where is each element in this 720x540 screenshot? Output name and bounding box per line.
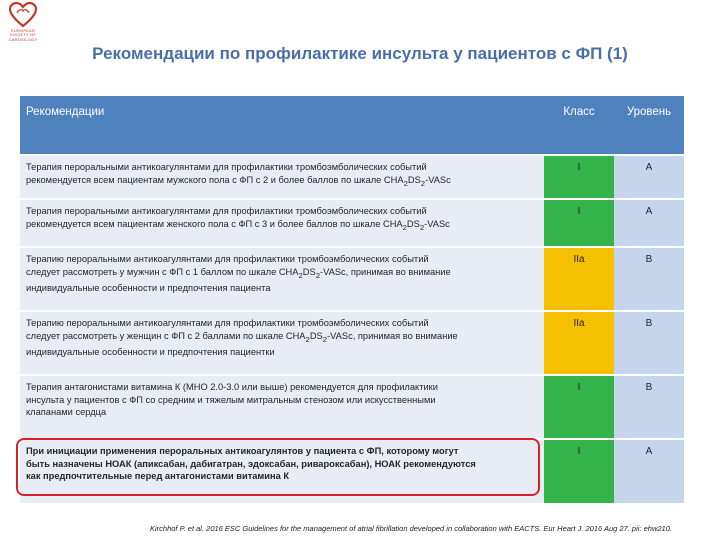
text-fragment: быть назначены НОАК (апиксабан, дабигатран, эдоксабан, ривароксабан), НОАК рекомендуются bbox=[26, 458, 476, 469]
level-cell: B bbox=[614, 375, 684, 439]
text-fragment: DS bbox=[406, 218, 420, 229]
logo-line: SOCIETY OF bbox=[9, 32, 37, 38]
header-level: Уровень bbox=[614, 96, 684, 155]
text-fragment: -VASc bbox=[424, 218, 450, 229]
recommendation-text bbox=[20, 375, 544, 439]
text-line bbox=[26, 458, 538, 471]
text-line bbox=[26, 266, 538, 282]
text-fragment: -VASc, принимая во внимание bbox=[327, 330, 458, 341]
level-cell: A bbox=[614, 155, 684, 199]
subscript: 2 bbox=[403, 178, 408, 188]
table-header-row bbox=[20, 96, 684, 155]
class-cell: I bbox=[544, 439, 614, 503]
table-row bbox=[20, 311, 684, 375]
header-recommendation: Рекомендации bbox=[20, 96, 544, 155]
heart-icon bbox=[9, 2, 37, 28]
recommendation-text bbox=[20, 311, 544, 375]
text-fragment: DS bbox=[302, 266, 316, 277]
recommendation-text bbox=[20, 199, 544, 247]
table-row bbox=[20, 155, 684, 199]
text-fragment: DS bbox=[309, 330, 323, 341]
table-row bbox=[20, 247, 684, 311]
text-fragment: рекомендуется всем пациентам женского пола с ФП с 3 и более баллов по шкале CHA bbox=[26, 218, 403, 229]
subscript: 2 bbox=[402, 222, 407, 232]
page-title: Рекомендации по профилактике инсульта у пациентов с ФП (1) bbox=[92, 44, 628, 63]
recommendation-text bbox=[20, 439, 544, 503]
text-line: как предпочтительные перед антагонистами витамина К bbox=[26, 471, 290, 481]
text-fragment: инсульта у пациентов с ФП со средним и тяжелым митральным стенозом или искусственными bbox=[26, 394, 436, 405]
text-line: индивидуальные особенности и предпочтения пациента bbox=[26, 282, 271, 293]
text-line: Терапия пероральными антикоагулянтами для профилактики тромбоэмболических событий bbox=[26, 162, 427, 172]
text-line: Терапию пероральными антикоагулянтами для профилактики тромбоэмболических событий bbox=[26, 254, 429, 264]
text-fragment: следует рассмотреть у мужчин с ФП с 1 баллом по шкале CHA bbox=[26, 266, 299, 277]
text-fragment: -VASc, принимая во внимание bbox=[320, 266, 451, 277]
level-cell: A bbox=[614, 199, 684, 247]
table-row bbox=[20, 439, 684, 503]
text-line bbox=[26, 330, 538, 346]
subscript: 2 bbox=[298, 270, 303, 280]
subscript: 2 bbox=[315, 270, 321, 280]
level-cell: A bbox=[614, 439, 684, 503]
recommendation-text bbox=[20, 155, 544, 199]
text-line: При инициации применения пероральных антикоагулянтов у пациента с ФП, которому могут bbox=[26, 446, 459, 456]
text-fragment: -VASc bbox=[425, 174, 451, 185]
text-line bbox=[26, 218, 538, 234]
text-line: клапанами сердца bbox=[26, 407, 107, 417]
logo-line: CARDIOLOGY bbox=[8, 36, 38, 42]
text-line: Терапия антагонистами витамина К (МНО 2.0-3.0 или выше) рекомендуется для профилактики bbox=[26, 382, 438, 392]
text-line bbox=[26, 174, 538, 190]
class-cell: I bbox=[544, 155, 614, 199]
subscript: 2 bbox=[419, 222, 425, 232]
table-row bbox=[20, 199, 684, 247]
table-row bbox=[20, 375, 684, 439]
header-class: Класс bbox=[544, 96, 614, 155]
class-cell: IIa bbox=[544, 311, 614, 375]
subscript: 2 bbox=[420, 178, 426, 188]
logo-text bbox=[2, 29, 44, 42]
recommendation-text bbox=[20, 247, 544, 311]
level-cell: B bbox=[614, 247, 684, 311]
text-line: Терапия пероральными антикоагулянтами для профилактики тромбоэмболических событий bbox=[26, 206, 427, 216]
class-cell: I bbox=[544, 375, 614, 439]
class-cell: IIa bbox=[544, 247, 614, 311]
text-fragment: рекомендуется всем пациентам мужского пола с ФП с 2 и более баллов по шкале CHA bbox=[26, 174, 404, 185]
recommendations-table bbox=[20, 96, 684, 503]
text-line: Терапию пероральными антикоагулянтами для профилактики тромбоэмболических событий bbox=[26, 318, 429, 328]
subscript: 2 bbox=[322, 334, 328, 344]
text-line bbox=[26, 394, 538, 407]
subscript: 2 bbox=[305, 334, 310, 344]
citation: Kirchhof P. et al. 2016 ESC Guidelines for the management of atrial fibrillation developed in collaboration with EACTS. Eur Heart J. 2016 Aug 27. pii: ehw210. bbox=[150, 524, 672, 533]
text-line: индивидуальные особенности и предпочтения пациентки bbox=[26, 346, 275, 357]
text-fragment: DS bbox=[407, 174, 421, 185]
logo-line: EUROPEAN bbox=[10, 28, 36, 33]
level-cell: B bbox=[614, 311, 684, 375]
text-fragment: следует рассмотреть у женщин с ФП с 2 баллами по шкале CHA bbox=[26, 330, 306, 341]
class-cell: I bbox=[544, 199, 614, 247]
